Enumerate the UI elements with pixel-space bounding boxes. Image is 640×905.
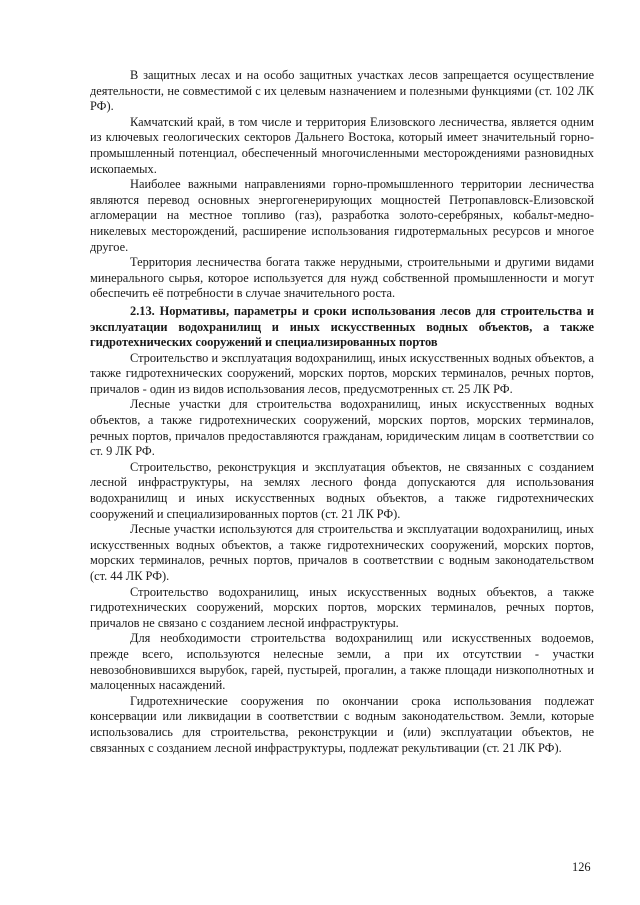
paragraph-construction-use: Строительство и эксплуатация водохранилищ, иных искусственных водных объектов, а также гидротехнических сооружений, морских портов, морских терминалов, речных портов, причалов - один из видов использования лесов, предусмотренных ст. 25 ЛК РФ. (90, 350, 594, 396)
paragraph-mining-directions: Наиболее важными направлениями горно-промышленного территории лесничества являются перевод основных энергогенерирующих мощностей Петропавловск-Елизовской агломерации на местное топливо (газ), разработка золото-серебряных, кобальт-медно-никелевых месторождений, расширение использования гидротермальных ресурсов и многое другое. (90, 177, 594, 254)
page-number: 126 (572, 860, 591, 874)
paragraph-land-provision: Лесные участки для строительства водохранилищ, иных искусственных водных объектов, а также гидротехнических сооружений, морских портов, морских терминалов, речных портов, причалов предоставляются гражданам, юридическим лицам в соответствии со ст. 9 ЛК РФ. (90, 397, 594, 459)
document-body (90, 68, 594, 756)
paragraph-kamchatka-geology: Камчатский край, в том числе и территория Елизовского лесничества, является одним из ключевых геологических секторов Дальнего Востока, который имеет значительный горно-промышленный потенциал, обеспеченный многочисленными месторождениями разновидных ископаемых. (90, 114, 594, 176)
paragraph-not-forest-infrastructure: Строительство водохранилищ, иных искусственных водных объектов, а также гидротехнических сооружений, морских портов, морских терминалов, речных портов, причалов не связано с созданием лесной инфраструктуры. (90, 584, 594, 630)
paragraph-water-legislation: Лесные участки используются для строительства и эксплуатации водохранилищ, иных искусственных водных объектов, а также гидротехнических сооружений, морских портов, морских терминалов, речных портов, причалов в соответствии с водным законодательством (ст. 44 ЛК РФ). (90, 522, 594, 583)
paragraph-recultivation: Гидротехнические сооружения по окончании срока использования подлежат консервации или ликвидации в соответствии с водным законодательством. Земли, которые использовались для строительства, реконструкции и (или) эксплуатации объектов, не связанных с созданием лесной инфраструктуры, подлежат рекультивации (ст. 21 ЛК РФ). (90, 693, 594, 755)
paragraph-mineral-resources: Территория лесничества богата также нерудными, строительными и другими видами минерального сырья, которое используется для нужд собственной промышленности и могут обеспечить её потребности в случае значительного роста. (90, 255, 594, 301)
section-heading: 2.13. Нормативы, параметры и сроки использования лесов для строительства и эксплуатации водохранилищ и иных искусственных водных объектов, а также гидротехнических сооружений и специализированных портов (90, 303, 594, 350)
paragraph-non-forest-lands: Для необходимости строительства водохранилищ или искусственных водоемов, прежде всего, используются нелесные земли, а при их отсутствии - участки невозобновившихся вырубок, гарей, пустырей, прогалин, а также площади низкополнотных и малоценных насаждений. (90, 631, 594, 693)
paragraph-infrastructure: Строительство, реконструкция и эксплуатация объектов, не связанных с созданием лесной инфраструктуры, на землях лесного фонда допускаются для использования водохранилищ и иных искусственных водных объектов, а также гидротехнических сооружений и специализированных портов (ст. 21 ЛК РФ). (90, 459, 594, 521)
paragraph-protective-forests: В защитных лесах и на особо защитных участках лесов запрещается осуществление деятельности, не совместимой с их целевым назначением и полезными функциями (ст. 102 ЛК РФ). (90, 68, 594, 114)
